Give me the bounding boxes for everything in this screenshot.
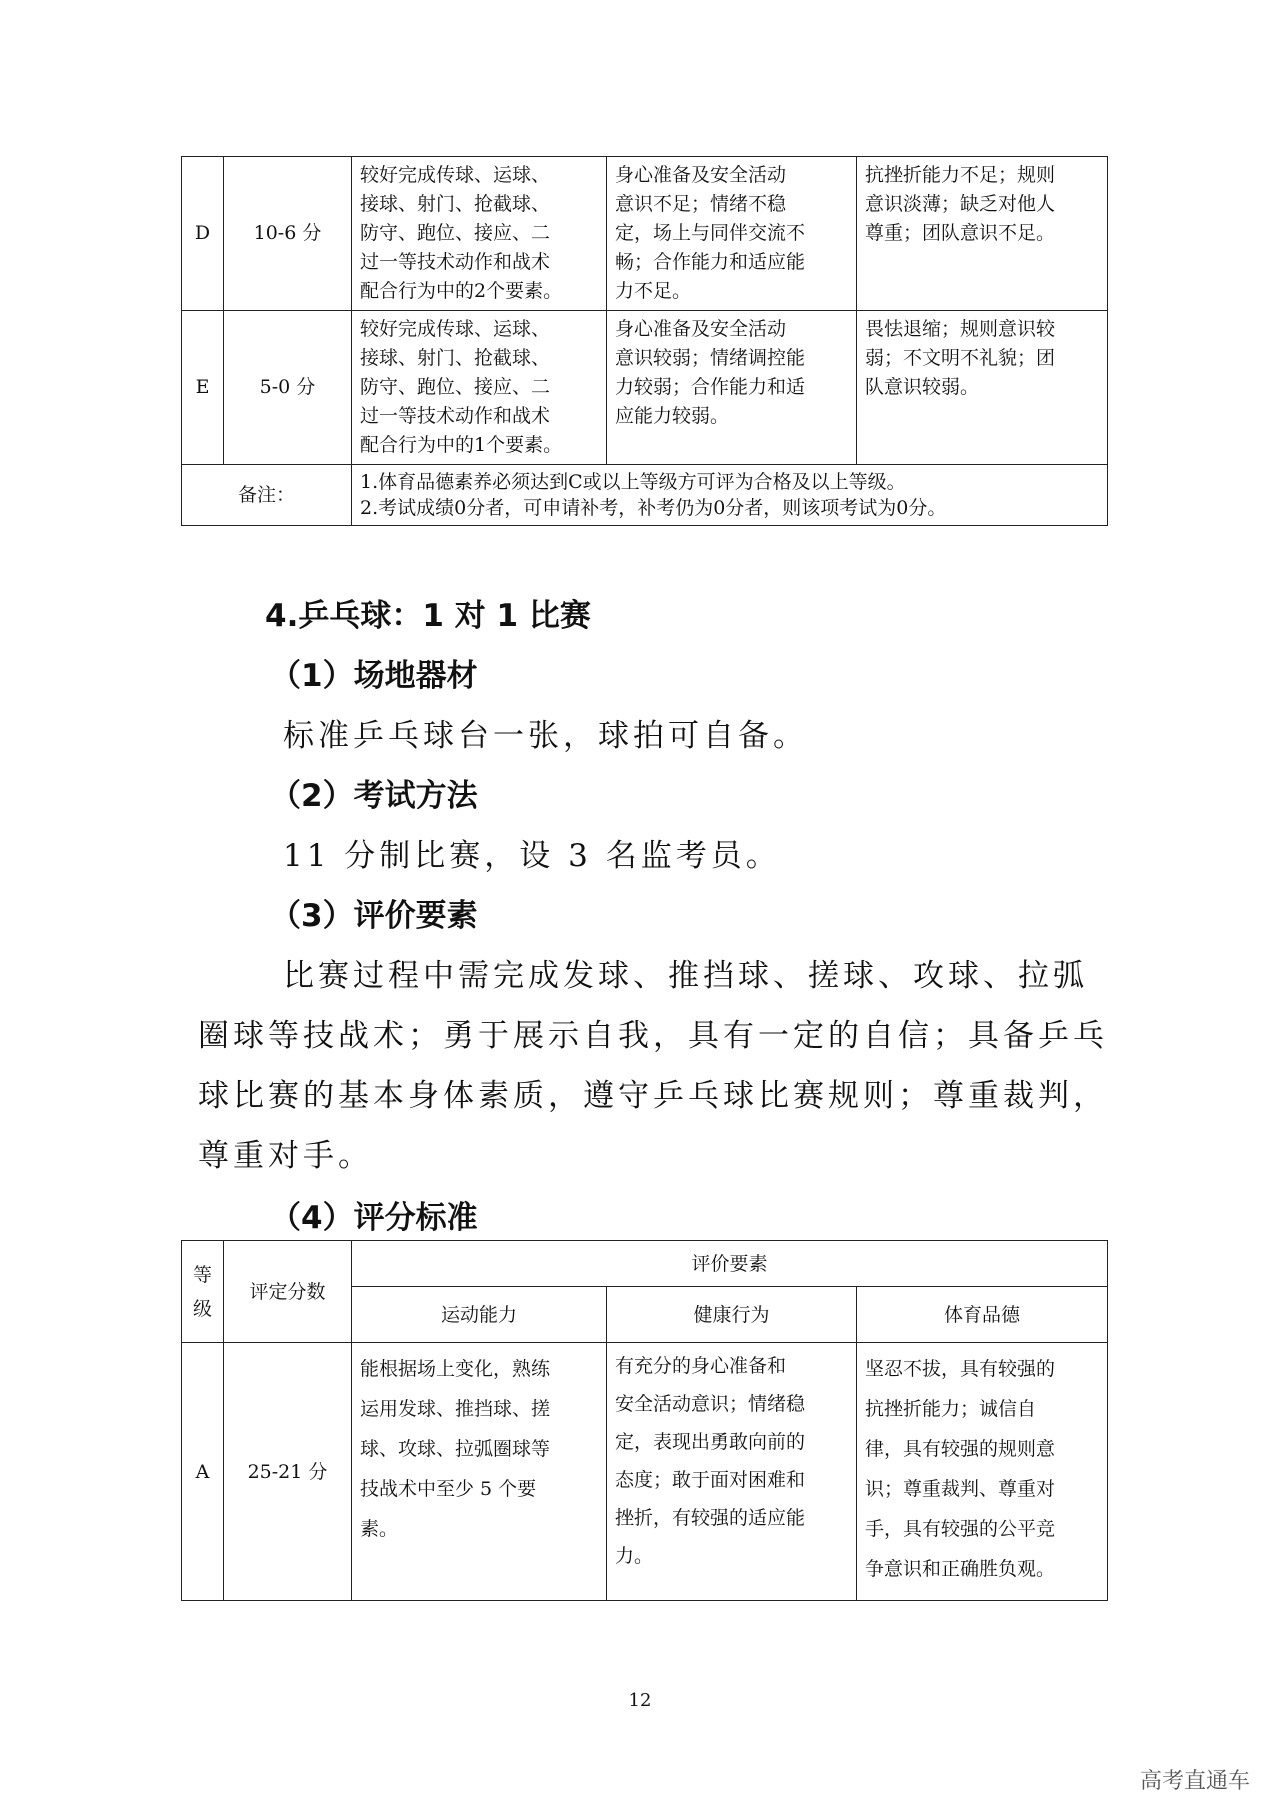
cell-line: 手，具有较强的公平竞 (865, 1518, 1056, 1540)
cell-line: 坚忍不拔，具有较强的 (865, 1358, 1056, 1380)
scoring-standard-table (181, 1240, 1108, 1601)
cell-line: 过一等技术动作和战术 (360, 405, 551, 427)
header-row (182, 1241, 1108, 1287)
header-health-behavior: 健康行为 (607, 1287, 857, 1343)
subheading-evaluation-elements: （3）评价要素 (270, 898, 478, 934)
sports-ethics-cell (857, 1343, 1108, 1601)
cell-line: 能根据场上变化，熟练 (360, 1358, 551, 1380)
cell-line: 畏怯退缩；规则意识较 (865, 318, 1056, 340)
paragraph-venue-equipment: 标准乒乓球台一张，球拍可自备。 (283, 718, 808, 754)
grading-table-continued (181, 156, 1108, 526)
paragraph-line: 尊重对手。 (198, 1138, 373, 1174)
cell-line: 较好完成传球、运球、 (360, 164, 551, 186)
section-title: 4.乒乓球：1 对 1 比赛 (265, 598, 591, 634)
subheading-exam-method: （2）考试方法 (270, 778, 478, 814)
sports-ethics-cell (857, 157, 1108, 311)
header-sports-ethics: 体育品德 (857, 1287, 1108, 1343)
note-label: 备注： (182, 465, 352, 526)
motor-ability-cell (352, 311, 607, 465)
cell-line: 接球、射门、抢截球、 (360, 193, 551, 215)
subheading-scoring-standard: （4）评分标准 (270, 1200, 478, 1236)
cell-line: 过一等技术动作和战术 (360, 251, 551, 273)
page-number: 12 (628, 1690, 652, 1711)
cell-line: 较好完成传球、运球、 (360, 318, 551, 340)
cell-line: 弱；不文明不礼貌；团 (865, 347, 1056, 369)
cell-line: 争意识和正确胜负观。 (865, 1558, 1056, 1580)
cell-line: 身心准备及安全活动 (615, 318, 787, 340)
watermark: 高考直通车 (1139, 1769, 1250, 1794)
cell-line: 力不足。 (615, 280, 692, 302)
table-row (182, 311, 1108, 465)
cell-line: 畅；合作能力和适应能 (615, 251, 806, 273)
note-line: 1.体育品德素养必须达到C或以上等级方可评为合格及以上等级。 (360, 471, 906, 493)
paragraph-line: 圈球等技战术；勇于展示自我，具有一定的自信；具备乒乓 (198, 1018, 1108, 1054)
cell-line: 运用发球、推挡球、搓 (360, 1398, 551, 1420)
header-score: 评定分数 (224, 1241, 352, 1343)
cell-line: 身心准备及安全活动 (615, 164, 787, 186)
cell-line: 定，表现出勇敢向前的 (615, 1431, 806, 1453)
cell-line: 力。 (615, 1545, 654, 1567)
cell-line: 安全活动意识；情绪稳 (615, 1393, 806, 1415)
cell-line: 队意识较弱。 (865, 376, 980, 398)
header-evaluation-elements: 评价要素 (352, 1241, 1108, 1287)
cell-line: 意识较弱；情绪调控能 (615, 347, 806, 369)
health-behavior-cell (607, 311, 857, 465)
cell-line: 抗挫折能力不足；规则 (865, 164, 1056, 186)
cell-line: 有充分的身心准备和 (615, 1355, 787, 1377)
cell-line: 力较弱；合作能力和适 (615, 376, 806, 398)
cell-line: 意识不足；情绪不稳 (615, 193, 787, 215)
cell-line: 抗挫折能力；诚信自 (865, 1398, 1037, 1420)
grade-cell: D (182, 157, 224, 311)
cell-line: 技战术中至少 5 个要 (360, 1478, 537, 1500)
cell-line: 防守、跑位、接应、二 (360, 222, 551, 244)
cell-line: 识；尊重裁判、尊重对 (865, 1478, 1056, 1500)
paragraph-line: 比赛过程中需完成发球、推挡球、搓球、攻球、拉弧 (283, 958, 1088, 994)
score-cell: 25-21 分 (224, 1343, 352, 1601)
cell-line: 应能力较弱。 (615, 405, 730, 427)
table-row (182, 157, 1108, 311)
cell-line: 接球、射门、抢截球、 (360, 347, 551, 369)
header-motor-ability: 运动能力 (352, 1287, 607, 1343)
cell-line: 防守、跑位、接应、二 (360, 376, 551, 398)
cell-line: 尊重；团队意识不足。 (865, 222, 1056, 244)
health-behavior-cell (607, 1343, 857, 1601)
cell-line: 挫折，有较强的适应能 (615, 1507, 806, 1529)
motor-ability-cell (352, 157, 607, 311)
note-row (182, 465, 1108, 526)
cell-line: 配合行为中的2个要素。 (360, 280, 563, 302)
score-cell: 5-0 分 (224, 311, 352, 465)
cell-line: 配合行为中的1个要素。 (360, 434, 563, 456)
cell-line: 素。 (360, 1518, 399, 1540)
cell-line: 态度；敢于面对困难和 (615, 1469, 806, 1491)
table-row (182, 1343, 1108, 1601)
health-behavior-cell (607, 157, 857, 311)
subheading-venue-equipment: （1）场地器材 (270, 658, 478, 694)
cell-line: 律，具有较强的规则意 (865, 1438, 1056, 1460)
paragraph-line: 球比赛的基本身体素质，遵守乒乓球比赛规则；尊重裁判， (198, 1078, 1108, 1114)
cell-line: 球、攻球、拉弧圈球等 (360, 1438, 551, 1460)
note-content (352, 465, 1108, 526)
score-cell: 10-6 分 (224, 157, 352, 311)
paragraph-exam-method: 11 分制比赛，设 3 名监考员。 (283, 838, 781, 874)
cell-line: 意识淡薄；缺乏对他人 (865, 193, 1056, 215)
grade-cell: E (182, 311, 224, 465)
header-grade (182, 1241, 224, 1343)
motor-ability-cell (352, 1343, 607, 1601)
header-grade-label: 等级 (192, 1263, 212, 1320)
grade-cell: A (182, 1343, 224, 1601)
sports-ethics-cell (857, 311, 1108, 465)
cell-line: 定，场上与同伴交流不 (615, 222, 806, 244)
note-line: 2.考试成绩0分者，可申请补考，补考仍为0分者，则该项考试为0分。 (360, 497, 947, 519)
